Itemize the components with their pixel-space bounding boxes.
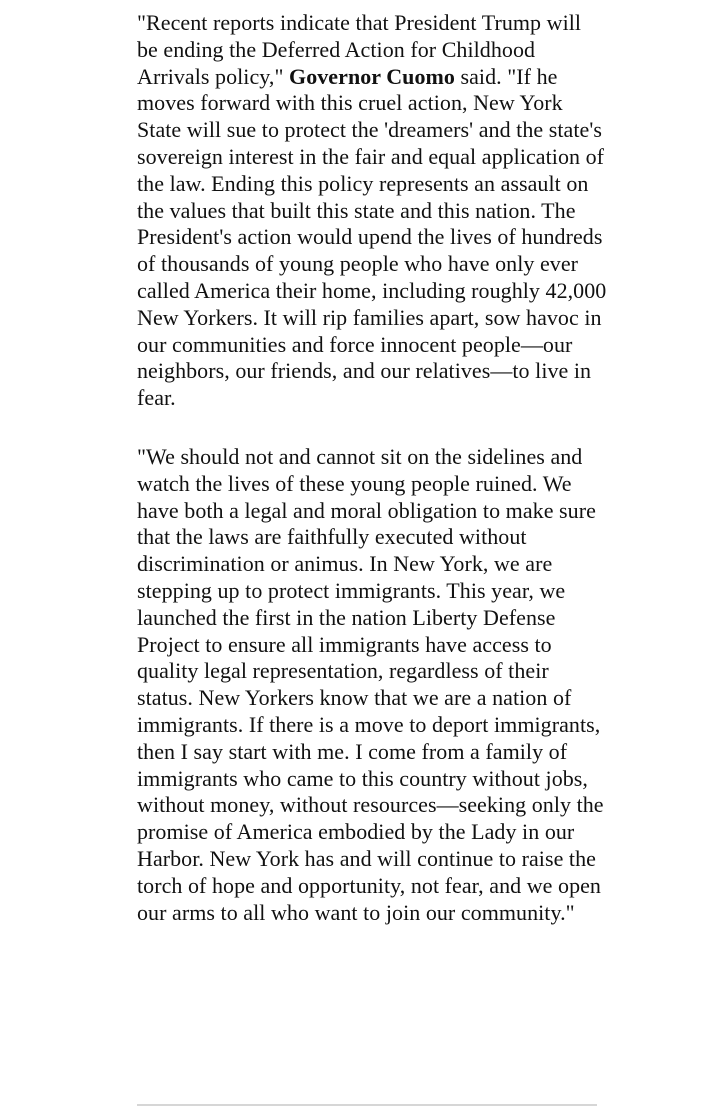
- paragraph-spacer: [137, 412, 607, 444]
- speaker-name: Governor Cuomo: [289, 63, 455, 89]
- bottom-divider: [137, 1104, 597, 1106]
- quote-intro: "Recent reports indicate that President Trump will be ending the Deferred Action for Childhood Arrivals policy,": [137, 10, 582, 89]
- quote-continuation: said. "If he moves forward with this cruel action, New York State will sue to protect the 'dreamers' and the state's sovereign interest in the fair and equal application of the law. Ending this policy represents an assault on the values that built this state and this nation. The President's action would upend the lives of hundreds of thousands of young people who have only ever called America their home, including roughly 42,000 New Yorkers. It will rip families apart, sow havoc in our communities and force innocent people—our neighbors, our friends, and our relatives—to live in fear.: [137, 63, 607, 411]
- article-body: [137, 10, 607, 926]
- paragraph-1: [137, 10, 607, 412]
- paragraph-2: "We should not and cannot sit on the sidelines and watch the lives of these young people ruined. We have both a legal and moral obligation to make sure that the laws are faithfully executed without discrimination or animus. In New York, we are stepping up to protect immigrants. This year, we launched the first in the nation Liberty Defense Project to ensure all immigrants have access to quality legal representation, regardless of their status. New Yorkers know that we are a nation of immigrants. If there is a move to deport immigrants, then I say start with me. I come from a family of immigrants who came to this country without jobs, without money, without resources—seeking only the promise of America embodied by the Lady in our Harbor. New York has and will continue to raise the torch of hope and opportunity, not fear, and we open our arms to all who want to join our community.": [137, 443, 604, 925]
